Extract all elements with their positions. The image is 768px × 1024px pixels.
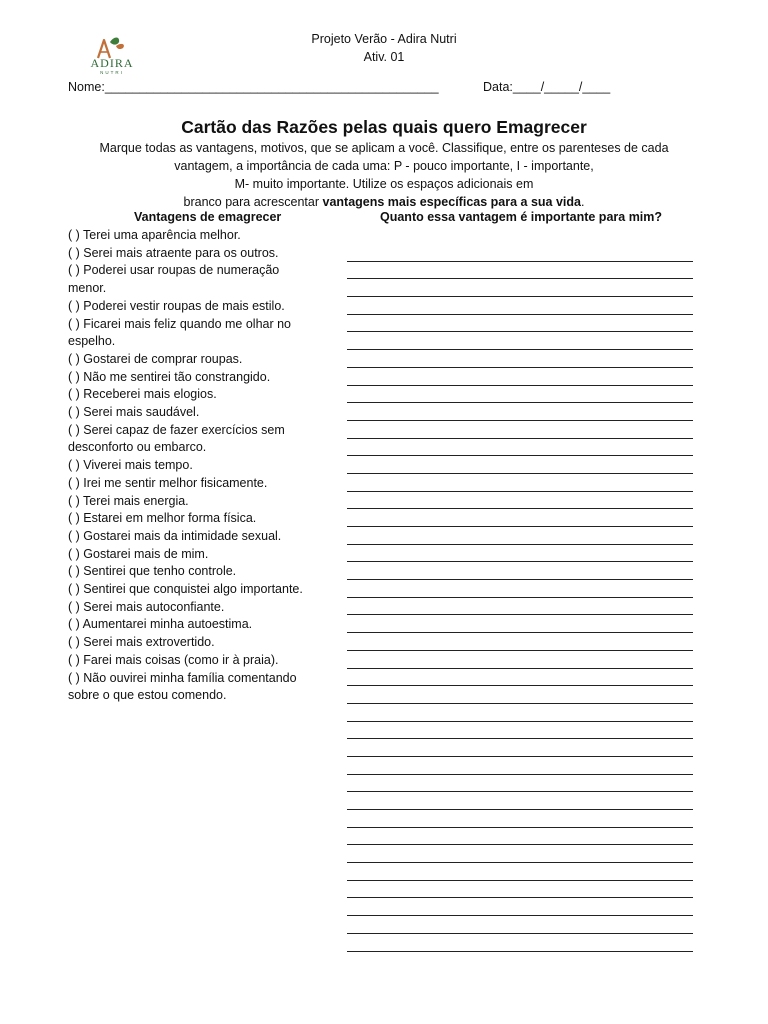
answer-line[interactable] — [347, 456, 693, 474]
answer-line[interactable] — [347, 704, 693, 722]
answer-line[interactable] — [347, 828, 693, 846]
answer-line[interactable] — [347, 403, 693, 421]
name-field[interactable] — [68, 80, 439, 94]
instructions-text: branco para acrescentar — [183, 195, 323, 209]
advantage-item[interactable]: ( ) Sentirei que tenho controle. — [68, 564, 237, 579]
answer-line[interactable] — [347, 421, 693, 439]
advantage-item[interactable]: ( ) Irei me sentir melhor fisicamente. — [68, 475, 268, 490]
advantage-item[interactable]: ( ) Serei mais autoconfiante. — [68, 599, 225, 614]
answer-line[interactable] — [347, 439, 693, 457]
advantage-item-continuation: espelho. — [68, 334, 116, 349]
answer-line[interactable] — [347, 562, 693, 580]
answer-line[interactable] — [347, 279, 693, 297]
advantage-item-continuation: desconforto ou embarco. — [68, 440, 207, 455]
advantage-item[interactable]: ( ) Terei mais energia. — [68, 493, 189, 508]
date-field[interactable] — [483, 80, 610, 94]
answer-line[interactable] — [347, 775, 693, 793]
advantage-item[interactable]: ( ) Serei capaz de fazer exercícios sem — [68, 422, 285, 437]
answer-line[interactable] — [347, 916, 693, 934]
answer-line[interactable] — [347, 368, 693, 386]
answer-line[interactable] — [347, 739, 693, 757]
advantage-item-continuation: sobre o que estou comendo. — [68, 688, 227, 703]
answer-line[interactable] — [347, 810, 693, 828]
advantage-item[interactable]: ( ) Não me sentirei tão constrangido. — [68, 369, 271, 384]
advantage-item[interactable]: ( ) Estarei em melhor forma física. — [68, 511, 257, 526]
answer-line[interactable] — [347, 386, 693, 404]
instructions-emphasis: vantagens mais específicas para a sua vida — [322, 195, 581, 209]
answer-line[interactable] — [347, 651, 693, 669]
answer-line[interactable] — [347, 633, 693, 651]
answer-line[interactable] — [347, 934, 693, 952]
advantages-column-header: Vantagens de emagrecer — [134, 210, 282, 224]
advantage-item[interactable]: ( ) Poderei usar roupas de numeração — [68, 263, 280, 278]
instructions-line — [78, 193, 690, 211]
answer-line[interactable] — [347, 845, 693, 863]
answer-line[interactable] — [347, 722, 693, 740]
worksheet-title: Cartão das Razões pelas quais quero Emagrecer — [181, 117, 587, 137]
advantage-item[interactable]: ( ) Sentirei que conquistei algo importante. — [68, 582, 303, 597]
date-blank[interactable]: ____/_____/____ — [512, 80, 611, 94]
advantage-item[interactable]: ( ) Terei uma aparência melhor. — [68, 228, 241, 242]
answer-line[interactable] — [347, 244, 693, 262]
answer-line[interactable] — [347, 350, 693, 368]
svg-text:NUTRI: NUTRI — [100, 70, 124, 75]
advantage-item[interactable]: ( ) Ficarei mais feliz quando me olhar no — [68, 316, 292, 331]
answer-line[interactable] — [347, 509, 693, 527]
advantage-item[interactable]: ( ) Serei mais extrovertido. — [68, 635, 215, 650]
answer-line[interactable] — [347, 863, 693, 881]
instructions-line: Marque todas as vantagens, motivos, que se aplicam a você. Classifique, entre os parenteses de cada — [99, 141, 669, 155]
answer-line[interactable] — [347, 474, 693, 492]
answer-line[interactable] — [347, 898, 693, 916]
advantage-item[interactable]: ( ) Não ouvirei minha família comentando — [68, 670, 297, 685]
advantage-item[interactable]: ( ) Gostarei mais de mim. — [68, 546, 209, 561]
importance-column-header: Quanto essa vantagem é importante para mim? — [380, 210, 663, 224]
instructions — [78, 139, 690, 211]
answer-line[interactable] — [347, 757, 693, 775]
name-label: Nome: — [68, 80, 105, 94]
advantage-item[interactable]: ( ) Poderei vestir roupas de mais estilo. — [68, 298, 285, 313]
answer-line[interactable] — [347, 262, 693, 280]
answer-line[interactable] — [347, 686, 693, 704]
advantages-list — [68, 227, 340, 705]
answer-line[interactable] — [347, 615, 693, 633]
answer-line[interactable] — [347, 669, 693, 687]
name-blank[interactable]: ________________________________________________ — [104, 80, 439, 94]
answer-line[interactable] — [347, 598, 693, 616]
answer-line[interactable] — [347, 332, 693, 350]
adira-nutri-logo — [86, 34, 138, 76]
advantage-item[interactable]: ( ) Gostarei de comprar roupas. — [68, 351, 243, 366]
answer-line[interactable] — [347, 297, 693, 315]
advantage-item[interactable]: ( ) Serei mais saudável. — [68, 405, 200, 420]
project-title: Projeto Verão - Adira Nutri — [311, 32, 457, 46]
instructions-line: vantagem, a importância de cada uma: P - pouco importante, I - importante, — [174, 159, 594, 173]
answer-line[interactable] — [347, 792, 693, 810]
activity-number: Ativ. 01 — [363, 50, 405, 64]
answer-line[interactable] — [347, 527, 693, 545]
advantage-item[interactable]: ( ) Serei mais atraente para os outros. — [68, 245, 279, 260]
answer-line[interactable] — [347, 315, 693, 333]
instructions-text: . — [580, 195, 585, 209]
advantage-item-continuation: menor. — [68, 281, 107, 296]
answer-line[interactable] — [347, 492, 693, 510]
advantage-item[interactable]: ( ) Viverei mais tempo. — [68, 458, 193, 473]
answer-line[interactable] — [347, 881, 693, 899]
advantage-item[interactable]: ( ) Farei mais coisas (como ir à praia). — [68, 652, 279, 667]
advantage-item[interactable]: ( ) Aumentarei minha autoestima. — [68, 617, 253, 632]
answer-line[interactable] — [347, 580, 693, 598]
advantage-item[interactable]: ( ) Gostarei mais da intimidade sexual. — [68, 528, 282, 543]
answer-lines[interactable] — [347, 244, 693, 952]
answer-line[interactable] — [347, 545, 693, 563]
instructions-line: M- muito importante. Utilize os espaços adicionais em — [234, 177, 534, 191]
svg-text:ADIRA: ADIRA — [90, 56, 134, 70]
advantage-item[interactable]: ( ) Receberei mais elogios. — [68, 387, 217, 402]
date-label: Data: — [483, 80, 513, 94]
